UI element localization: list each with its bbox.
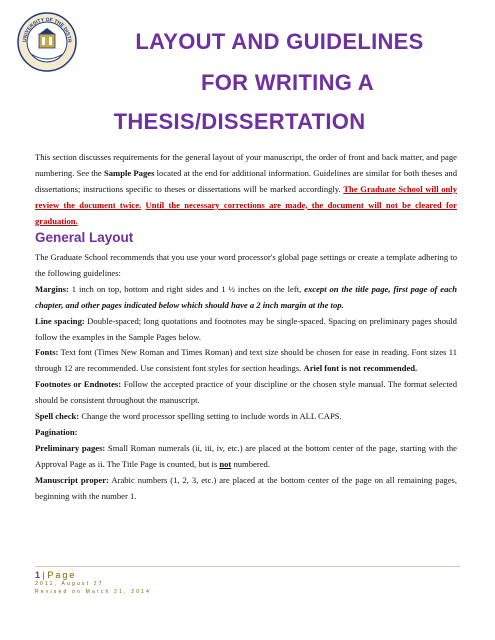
sample-pages-ref: Sample Pages [103, 167, 155, 178]
intro-text-2: located at the end for additional information. Guidelines are similar for both theses and dissertations; instructions specific to theses or dissertations will be marked accordingly. [35, 167, 457, 194]
page-separator: | [42, 570, 45, 580]
pagination-label: Pagination: [35, 426, 78, 437]
footnotes-text: Follow the accepted practice of your discipline or the chosen style manual. The format selected should be consistent throughout the manuscript. [35, 379, 457, 406]
spell-check-text: Change the word processor spelling setting to include words in ALL CAPS. [79, 411, 342, 422]
margins-paragraph [35, 282, 457, 314]
preliminary-text: Small Roman numerals (ii, iii, iv, etc.) are placed at the bottom center of the page, starting with the Approval Page as ii. The Title Page is counted, but is [35, 442, 457, 469]
footer-date: 2011, August 27 [35, 581, 104, 587]
title-line-1: LAYOUT AND GUIDELINES [135, 29, 424, 54]
preliminary-label: Preliminary pages: [35, 442, 106, 453]
fonts-text: Text font (Times New Roman and Times Roman) and text size should be chosen for ease in reading. Font sizes 11 through 12 are recommended. Use consistent font styles for section headings. [35, 347, 457, 374]
footer-revised-date: Revised on March 21, 2014 [35, 589, 152, 595]
page-number: 1 [35, 570, 41, 580]
pagination-heading [35, 425, 457, 441]
preliminary-end: numbered. [231, 458, 270, 469]
footnotes-paragraph [35, 377, 457, 409]
manuscript-proper-text: Arabic numbers (1, 2, 3, etc.) are placed at the bottom center of the page on all remaining pages, beginning with the number 1. [35, 474, 458, 501]
page-footer [35, 566, 460, 596]
preliminary-not: not [219, 458, 232, 469]
margins-italic: except on the title page, first page of each chapter, and other pages indicated below which should have a 2 inch margin at the top. [35, 283, 457, 310]
warning-review-twice: The Graduate School will only review the document twice. [35, 183, 457, 210]
page-word: Page [47, 570, 77, 580]
warning-not-cleared: Until the necessary corrections are made, the document will not be cleared for graduation. [35, 199, 457, 226]
fonts-paragraph [35, 345, 457, 377]
manuscript-proper-label: Manuscript proper: [35, 474, 109, 485]
seal-ring-text: UNIVERSITY OF THE DISTR [21, 16, 73, 43]
page-number-line [35, 570, 460, 580]
line-spacing-text: Double-spaced; long quotations and footnotes may be single-spaced. Spacing on preliminary pages should follow the examples in the Sample Pages below. [35, 315, 457, 342]
general-layout-heading: General Layout [35, 230, 134, 245]
margins-label: Margins: [35, 283, 69, 294]
preliminary-pages-paragraph [35, 441, 457, 473]
footnotes-label: Footnotes or Endnotes: [35, 379, 122, 390]
title-line-3: THESIS/DISSERTATION [113, 109, 366, 134]
spell-check-paragraph [35, 409, 457, 425]
intro-paragraph [35, 150, 457, 230]
fonts-warning: Ariel font is not recommended. [303, 363, 418, 374]
manuscript-proper-paragraph [35, 473, 457, 505]
general-layout-section [35, 250, 457, 505]
general-layout-intro: The Graduate School recommends that you use your word processor's global page settings or create a template adhering to the following guidelines: [35, 252, 457, 278]
spell-check-label: Spell check: [35, 411, 80, 422]
line-spacing-paragraph [35, 314, 457, 346]
margins-text: 1 inch on top, bottom and right sides and 1 ½ inches on the left, [68, 283, 305, 294]
fonts-label: Fonts: [35, 347, 59, 358]
line-spacing-label: Line spacing: [35, 315, 85, 326]
title-line-2: FOR WRITING A [201, 70, 374, 95]
intro-text: This section discusses requirements for the general layout of your manuscript, the order of front and back matter, and page numbering. See the [35, 152, 457, 178]
